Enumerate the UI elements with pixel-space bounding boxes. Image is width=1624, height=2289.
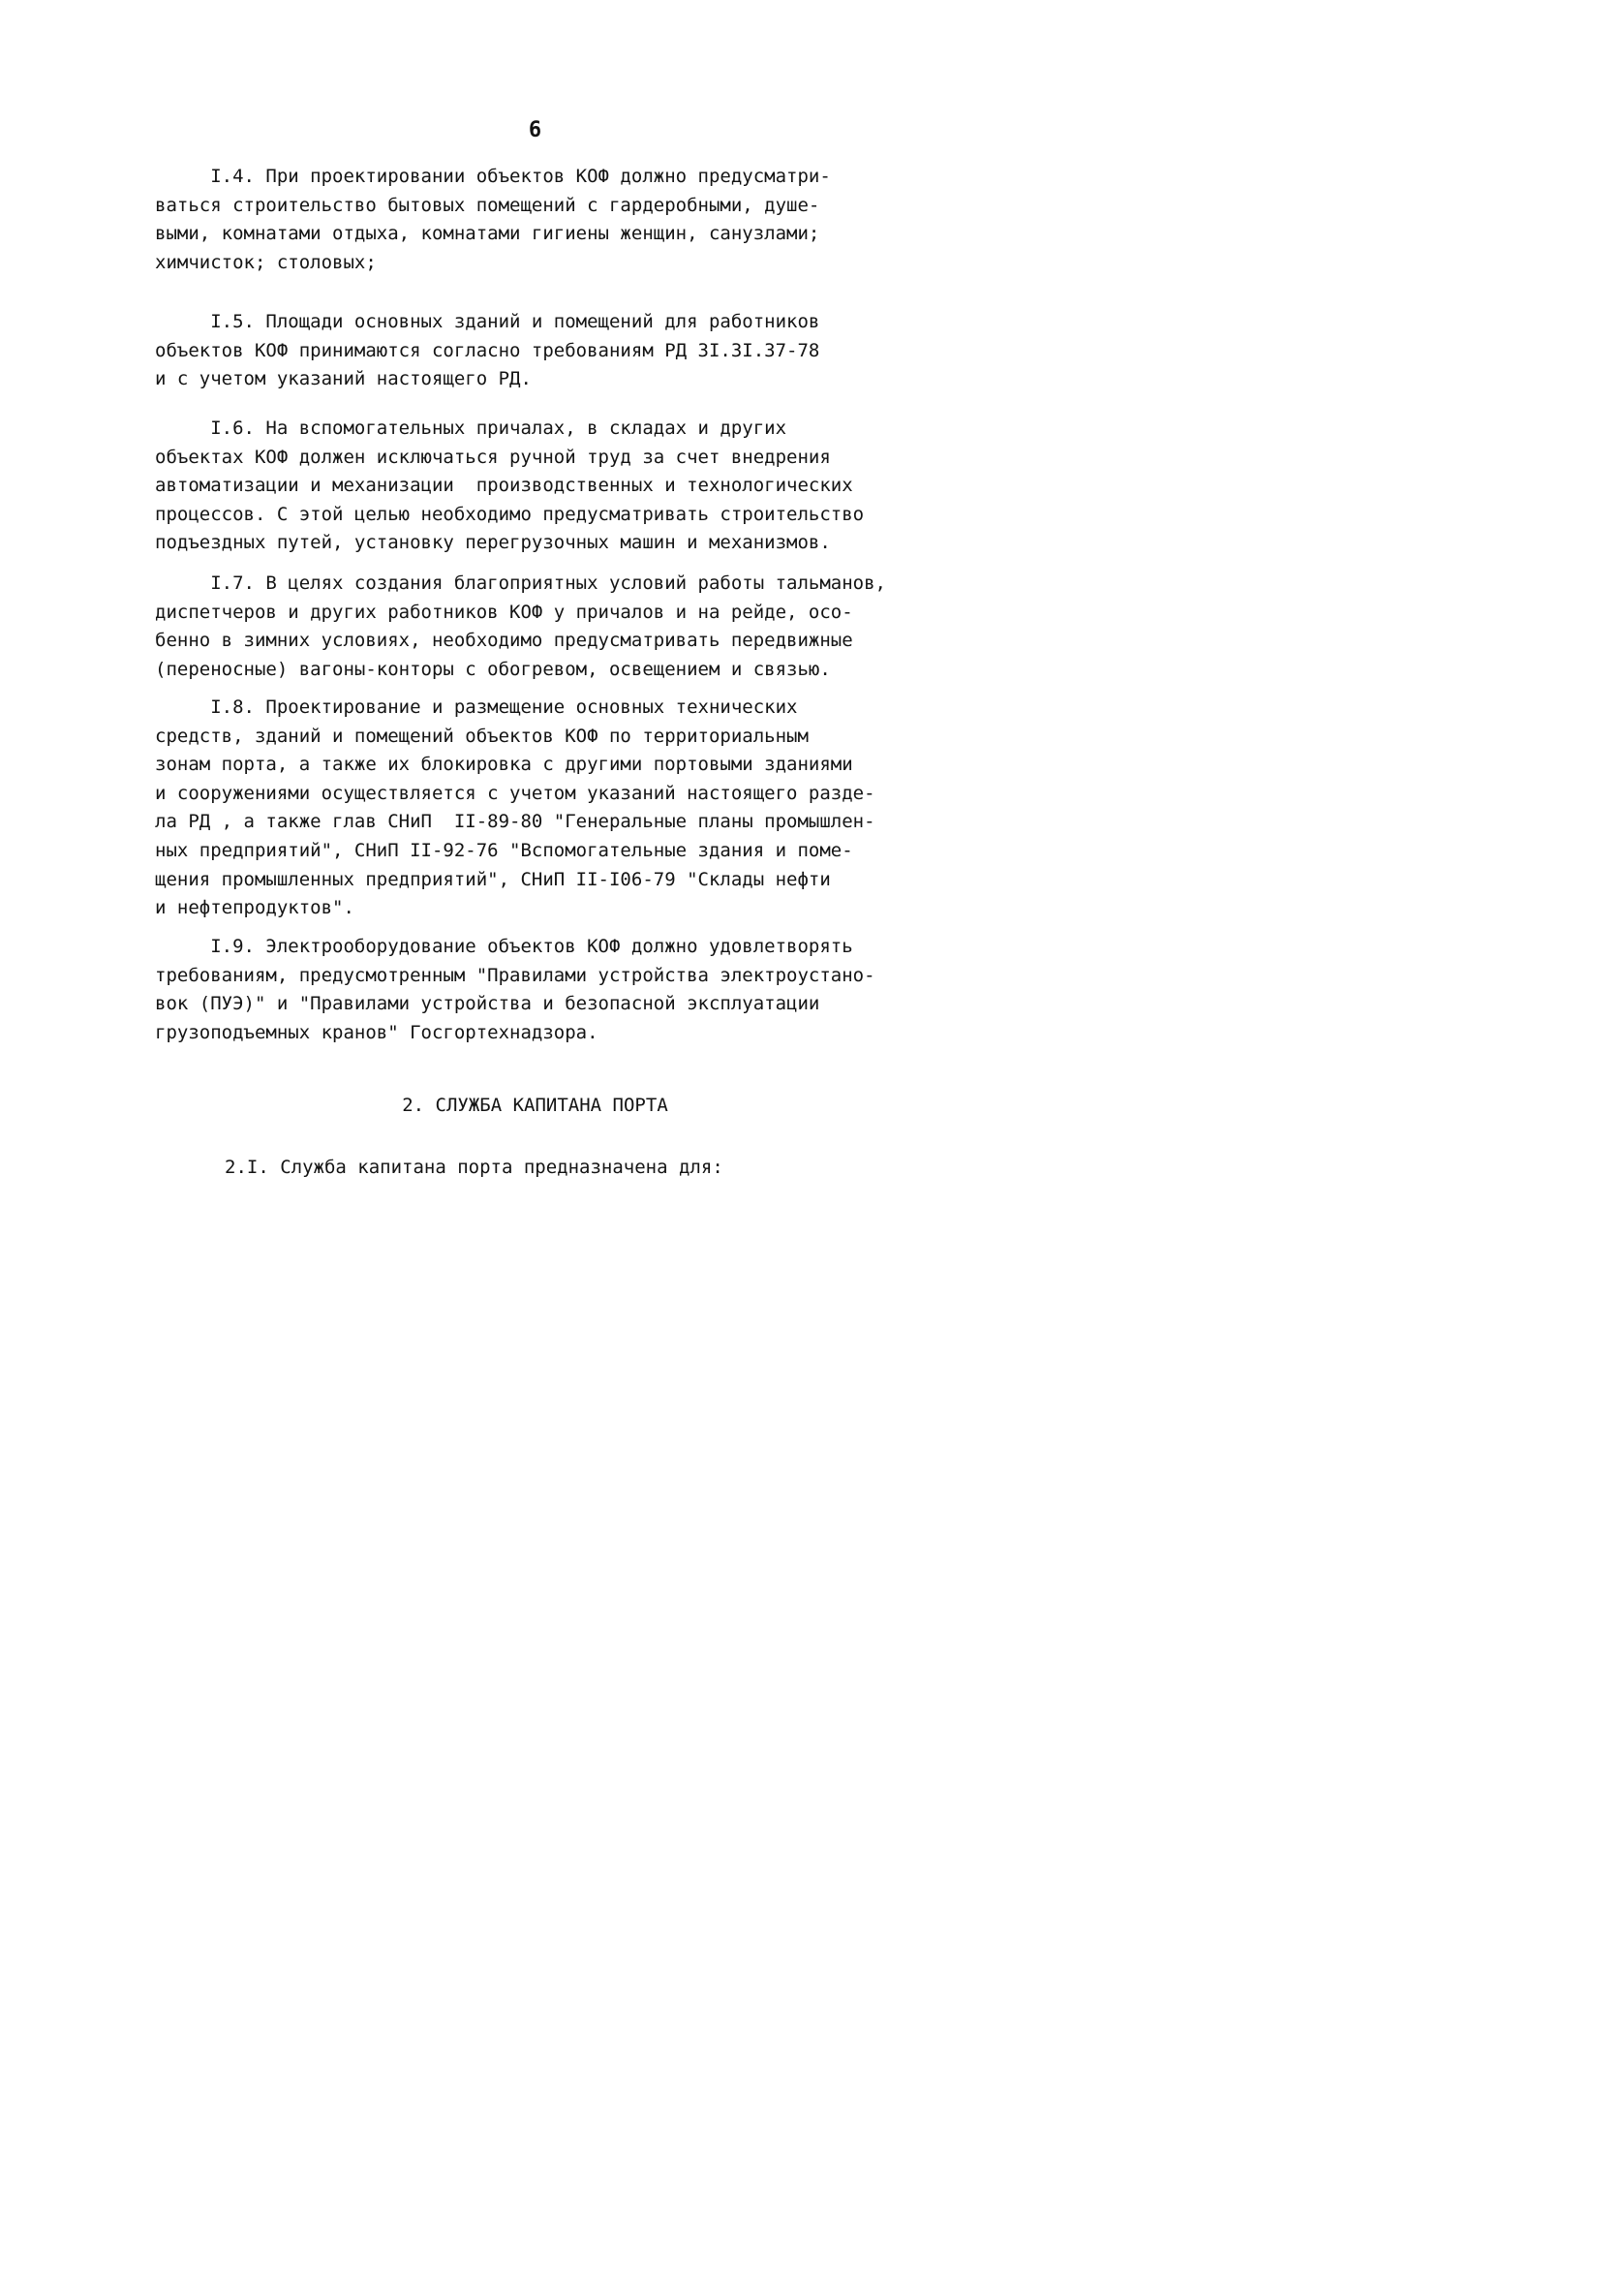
paragraph-line: диспетчеров и других работников КОФ у причалов и на рейде, осо- [155,601,853,623]
paragraph-line: грузоподъемных кранов" Госгортехнадзора. [155,1021,598,1043]
paragraph-line: ла РД , а также глав СНиП II-89-80 "Генеральные планы промышлен- [155,811,875,833]
paragraph-line: требованиям, предусмотренным "Правилами устройства электроустано- [155,964,875,986]
paragraph-line: объектов КОФ принимаются согласно требованиям РД 3I.3I.37-78 [155,339,820,361]
paragraph-line: ных предприятий", СНиП II-92-76 "Вспомогательные здания и поме- [155,839,853,861]
paragraph-line: вок (ПУЭ)" и "Правилами устройства и безопасной эксплуатации [155,993,820,1015]
section-heading: 2. СЛУЖБА КАПИТАНА ПОРТА [402,1095,668,1116]
paragraph-line: процессов. С этой целью необходимо предусматривать строительство [155,503,865,525]
paragraph-1-7 [155,570,930,684]
paragraph-line: (переносные) вагоны-конторы с обогревом, освещением и связью. [155,658,831,680]
document-page [0,0,1070,1514]
paragraph-line: и нефтепродуктов". [155,897,354,919]
paragraph-line: и сооружениями осуществляется с учетом указаний настоящего разде- [155,782,875,804]
paragraph-line: средств, зданий и помещений объектов КОФ по территориальным [155,725,809,747]
paragraph-1-4 [155,163,930,277]
paragraph-line: I.4. При проектировании объектов КОФ должно предусматри- [155,166,831,187]
paragraph-line: автоматизации и механизации производственных и технологических [155,475,853,497]
paragraph-line: I.6. На вспомогательных причалах, в складах и других [155,418,787,439]
paragraph-line: I.5. Площади основных зданий и помещений для работников [155,311,820,332]
paragraph-1-9 [155,933,930,1047]
paragraph-line: I.9. Электрооборудование объектов КОФ должно удовлетворять [155,936,853,957]
paragraph-line: подъездных путей, установку перегрузочных машин и механизмов. [155,532,831,554]
paragraph-line: I.8. Проектирование и размещение основных технических [155,696,798,718]
paragraph-line: зонам порта, а также их блокировка с другими портовыми зданиями [155,754,853,776]
paragraph-line: бенно в зимних условиях, необходимо предусматривать передвижные [155,630,853,652]
page-number: 6 [528,118,542,142]
paragraph-line: щения промышленных предприятий", СНиП II-I06-79 "Склады нефти [155,868,831,890]
paragraph-1-5 [155,308,930,394]
paragraph-1-8 [155,694,930,923]
section-subheading: 2.I. Служба капитана порта предназначена для: [225,1157,723,1178]
paragraph-line: объектах КОФ должен исключаться ручной труд за счет внедрения [155,446,831,468]
paragraph-line: и с учетом указаний настоящего РД. [155,368,532,390]
paragraph-1-6 [155,415,930,558]
paragraph-line: I.7. В целях создания благоприятных условий работы тальманов, [155,572,886,594]
paragraph-line: ваться строительство бытовых помещений с гардеробными, душе- [155,194,820,216]
paragraph-line: химчисток; столовых; [155,251,377,273]
paragraph-line: выми, комнатами отдыха, комнатами гигиены женщин, санузлами; [155,223,820,245]
